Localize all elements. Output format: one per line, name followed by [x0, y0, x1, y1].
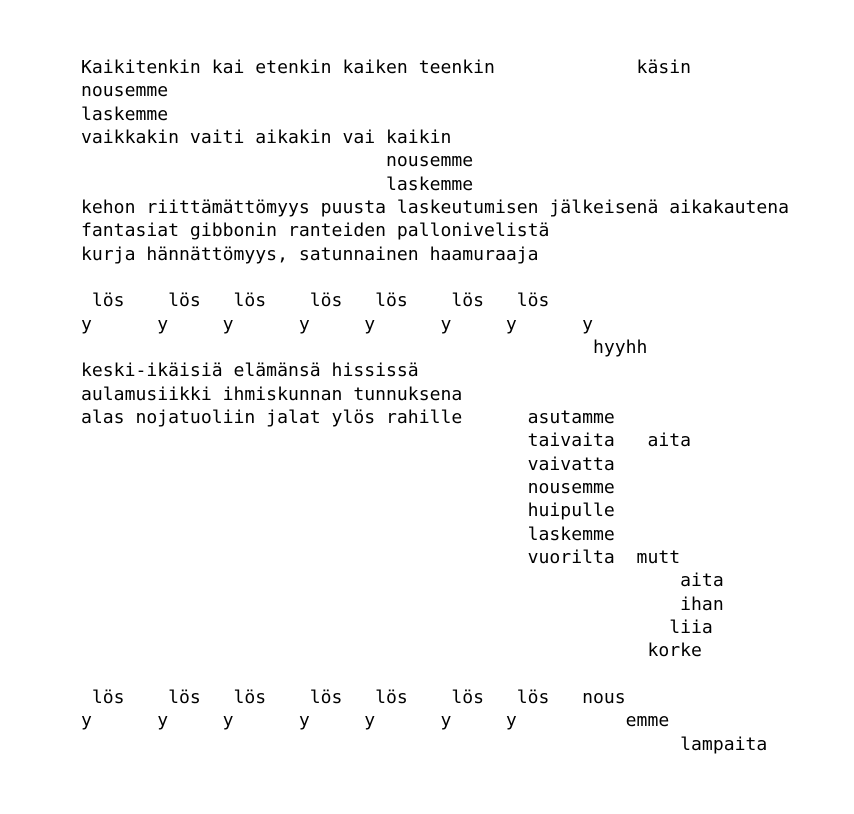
poem-line: taivaita aita [81, 430, 692, 452]
poem-line: vuorilta mutt [81, 546, 681, 568]
poem-line: Kaikitenkin kai etenkin kaiken teenkin käsin [81, 57, 692, 78]
poem-line: nousemme [81, 150, 474, 172]
poem-line [81, 266, 854, 289]
poem-line: korke [81, 640, 702, 662]
poem-line: liia [81, 616, 713, 638]
poem-line: nousemme [81, 80, 169, 102]
poem-line: alas nojatuoliin jalat ylös rahille asutamme [81, 406, 615, 428]
poem-line: fantasiat gibbonin ranteiden pallonivelistä [81, 220, 550, 242]
poem-line: huipulle [81, 500, 615, 522]
poem-line: y y y y y y y emme [81, 710, 670, 732]
poem-line: nousemme [81, 476, 615, 498]
poem-line: hyyhh [81, 336, 648, 358]
poem-line: vaivatta [81, 453, 615, 475]
poem-line: y y y y y y y y [81, 313, 593, 335]
poem-line: lampaita [81, 733, 768, 755]
poem-line: kurja hännättömyys, satunnainen haamuraaja [81, 243, 539, 265]
poem-line: kehon riittämättömyys puusta laskeutumisen jälkeisenä aikakautena [81, 196, 790, 218]
poem-line [81, 663, 854, 686]
poem-line: keski-ikäisiä elämänsä hississä [81, 360, 419, 382]
poem-line: ihan [81, 593, 724, 615]
poem-text [81, 56, 854, 756]
poem-line: lös lös lös lös lös lös lös [81, 290, 550, 312]
poem-line: aita [81, 570, 724, 592]
poem-line: vaikkakin vaiti aikakin vai kaikin [81, 126, 452, 148]
poem-line: laskemme [81, 523, 615, 545]
poem-line: lös lös lös lös lös lös lös nous [81, 686, 626, 708]
poem-line: aulamusiikki ihmiskunnan tunnuksena [81, 383, 463, 405]
poem-line: laskemme [81, 103, 169, 125]
poem-line: laskemme [81, 173, 474, 195]
